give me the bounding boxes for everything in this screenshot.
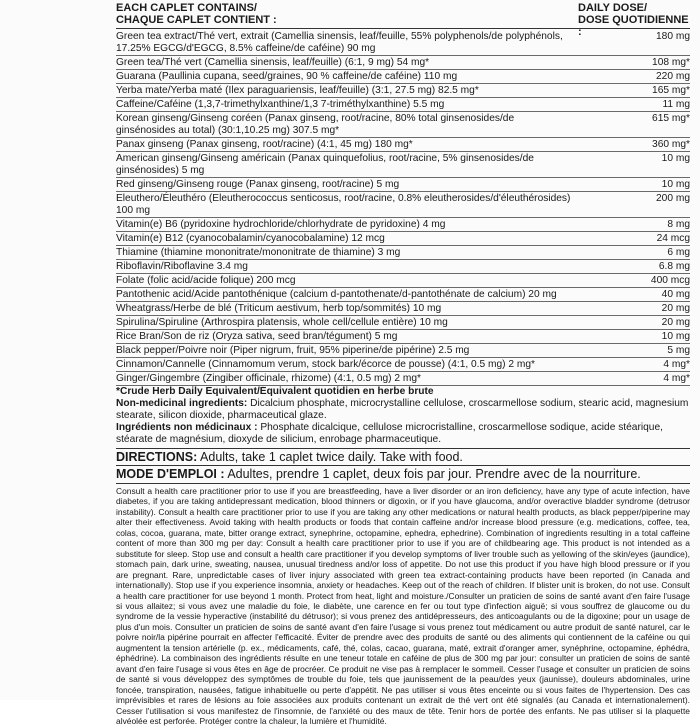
ingredient-row xyxy=(116,152,690,178)
ingredient-row xyxy=(116,330,690,344)
non-medicinal-ingredients-fr xyxy=(116,422,690,446)
ingredient-dose: 165 mg* xyxy=(652,84,690,96)
ingredient-name: Riboflavin/Riboflavine 3.4 mg xyxy=(116,260,248,272)
ingredient-dose: 400 mcg xyxy=(650,274,690,286)
ingredient-dose: 20 mg xyxy=(661,316,690,328)
ingredient-dose: 6.8 mg xyxy=(658,260,690,272)
ingredient-row xyxy=(116,56,690,70)
ingredient-row xyxy=(116,260,690,274)
ingredient-name: Pantothenic acid/Acide pantothénique (calcium d-pantothenate/d-pantothénate de calcium) 20 mg xyxy=(116,288,557,300)
ingredient-dose: 24 mcg xyxy=(656,232,690,244)
ingredient-name: Panax ginseng (Panax ginseng, root/racine) (4:1, 45 mg) 180 mg* xyxy=(116,138,413,150)
ingredient-dose: 6 mg xyxy=(667,246,690,258)
ingredient-row xyxy=(116,288,690,302)
daily-dose-heading-fr: DOSE QUOTIDIENNE : xyxy=(578,14,689,38)
ingredient-row xyxy=(116,138,690,152)
ingredient-dose: 20 mg xyxy=(661,302,690,314)
non-medicinal-text-en: Dicalcium phosphate, microcrystalline cellulose, croscarmellose sodium, stearic acid, magnesium stearate, silicon dioxide, pharmaceutical glaze. xyxy=(116,398,689,421)
ingredient-dose: 200 mg xyxy=(656,192,690,204)
ingredient-name: Cinnamon/Cannelle (Cinnamomum verum, stock bark/écorce de pousse) (4:1, 0.5 mg) 2 mg* xyxy=(116,358,536,370)
directions-label-en: DIRECTIONS: xyxy=(116,450,198,464)
ingredient-row xyxy=(116,372,690,386)
ingredient-name: Green tea/Thé vert (Camellia sinensis, leaf/feuille) (6:1, 9 mg) 54 mg* xyxy=(116,56,430,68)
ingredient-row xyxy=(116,84,690,98)
ingredient-name: Green tea extract/Thé vert, extrait (Camellia sinensis, leaf/feuille, 55% polyphenols/de polyphénols, 17.25% EGCG/d'EGCG, 8.5% caffeine/de caféine) 90 mg xyxy=(116,30,563,54)
ingredient-dose: 220 mg xyxy=(656,70,690,82)
ingredient-name: Red ginseng/Ginseng rouge (Panax ginseng, root/racine) 5 mg xyxy=(116,178,400,190)
ingredient-dose: 10 mg xyxy=(661,330,690,342)
ingredient-name: Wheatgrass/Herbe de blé (Triticum aestivum, herb top/sommités) 10 mg xyxy=(116,302,442,314)
ingredient-dose: 4 mg* xyxy=(663,358,690,370)
directions-text-fr: Adultes, prendre 1 caplet, deux fois par jour. Prendre avec de la nourriture. xyxy=(224,467,641,481)
daily-dose-heading-en: DAILY DOSE/ xyxy=(578,2,648,14)
ingredient-name: Spirulina/Spiruline (Arthrospira platensis, whole cell/cellule entière) 10 mg xyxy=(116,316,448,328)
ingredient-name: Rice Bran/Son de riz (Oryza sativa, seed bran/tégument) 5 mg xyxy=(116,330,398,342)
warning-text: Consult a health care practitioner prior to use if you are breastfeeding, have a liver disorder or an iron deficiency, have any type of acute infection, have diabetes, if you are taking antidepressant medication, blood thinners or digoxin, or if you have glaucoma, and/or overactive bladder syndrome (detrusor instability). Consult a health care practitioner prior to use if you are taking any other medications or natural health products, as black pepper/piperine may alter their effectiveness. Avoid taking with health products or foods that contain caffeine and/or increase blood pressure (e.g. medications, coffee, tea, colas, cocoa, guarana, mate, bitter orange extract, synephrine, octopamine, ephedra, ephedrine). Combination of ingredients resulting in a total caffeine content of more than 300 mg per day: Consult a health care practitioner prior to use if you are of childbearing age. This product is not intended as a substitute for sleep. Stop use and consult a health care practitioner if you develop symptoms of liver trouble such as yellowing of the skin/eyes (jaundice), stomach pain, dark urine, sweating, nausea, unusual tiredness and/or loss of appetite. Do not use this product if you have high blood pressure or if you are pregnant. Rare, unpredictable cases of liver injury associated with green tea extract-containing products have been reported (in Canada and internationally). Stop use if you experience insomnia, anxiety or headaches. Keep out of the reach of children. If blister unit is broken, do not use. Consult a health care practitioner for use beyond 1 month. Protect from heat, light and moisture./Consulter un praticien de soins de santé avant d'en faire l'usage si vous allaitez; si vous avez une maladie du foie, le diabète, une carence en fer ou tout type d'infection aiguë; si vous souffrez de glaucome ou du syndrome de la vessie hyperactive (instabilité du détrusor); si vous prenez des antidépresseurs, des anticoagulants ou de la digoxine; pour un usage de plus d'un mois. Consulter un praticien de soins de santé avant d'en faire l'usage si vous prenez tout médicament ou autre produit de santé naturel, car le poivre noir/la pipérine pourrait en affecter l'efficacité. Éviter de prendre avec des produits de santé ou des aliments qui contiennent de la caféine ou qui augmentent la tension artérielle (p. ex., médicaments, café, thé, colas, cacao, guarana, maté, extrait d'oranger amer, synéphrine, octopamine, éphédra, éphédrine). La combinaison des ingrédients résulte en une teneur totale en caféine de plus de 300 mg par jour: consulter un praticien de soins de santé avant d'en faire l'usage si vous êtes en âge de procréer. Ce produit ne vise pas à remplacer le sommeil. Cesser l'usage et consulter un praticien de soins de santé si vous développez des symptômes de trouble du foie, tels que jaunissement de la peau/des yeux (jaunisse), douleurs abdominales, urine foncée, transpiration, nausées, fatigue inhabituelle ou perte d'appétit. Ne pas utiliser si vous êtes enceinte ou si vous faites de l'hypertension. Des cas imprévisibles et rares de lésions au foie associées aux produits contenant un extrait de thé vert ont été signalés (au Canada et internationalement). Cesser l'utilisation si vous manifestez de l'insomnie, de l'anxiété ou des maux de tête. Tenir hors de portée des enfants. Ne pas utiliser si la plaquette alvéolée est perforée. Protéger contre la chaleur, la lumière et l'humidité. xyxy=(116,486,690,726)
ingredient-dose: 10 mg xyxy=(661,152,690,164)
ingredient-dose: 11 mg xyxy=(662,98,690,110)
ingredient-name: Thiamine (thiamine mononitrate/mononitrate de thiamine) 3 mg xyxy=(116,246,401,258)
ingredient-row xyxy=(116,246,690,260)
ingredient-row xyxy=(116,218,690,232)
ingredient-dose: 360 mg* xyxy=(652,138,690,150)
directions-label-fr: MODE D'EMPLOI : xyxy=(116,467,225,481)
ingredient-name: Guarana (Paullinia cupana, seed/graines, 90 % caffeine/de caféine) 110 mg xyxy=(116,70,458,82)
ingredient-row xyxy=(116,232,690,246)
non-medicinal-label-en: Non-medicinal ingredients: xyxy=(116,398,248,409)
ingredient-name: Ginger/Gingembre (Zingiber officinale, rhizome) (4:1, 0.5 mg) 2 mg* xyxy=(116,372,421,384)
contains-heading-fr: CHAQUE CAPLET CONTIENT : xyxy=(116,14,277,26)
non-medicinal-text-fr: Phosphate dicalcique, cellulose microcristalline, croscarmellose sodique, acide stéarique, stéarate de magnésium, dioxyde de silicium, enrobage pharmaceutique. xyxy=(116,422,663,445)
ingredient-row xyxy=(116,70,690,84)
ingredient-name: Korean ginseng/Ginseng coréen (Panax ginseng, root/racine, 80% total ginsenosides/de ginsénosides au total) (30:1,10.25 mg) 307.5 mg* xyxy=(116,112,515,136)
ingredient-name: Yerba mate/Yerba maté (Ilex paraguariensis, leaf/feuille) (3:1, 27.5 mg) 82.5 mg* xyxy=(116,84,479,96)
ingredient-name: Black pepper/Poivre noir (Piper nigrum, fruit, 95% piperine/de pipérine) 2.5 mg xyxy=(116,344,470,356)
ingredient-name: Vitamin(e) B12 (cyanocobalamin/cyanocobalamine) 12 mcg xyxy=(116,232,385,244)
ingredient-row xyxy=(116,274,690,288)
ingredient-row xyxy=(116,30,690,56)
ingredient-list xyxy=(116,30,690,386)
ingredient-dose: 5 mg xyxy=(667,344,690,356)
ingredient-name: Vitamin(e) B6 (pyridoxine hydrochloride/chlorhydrate de pyridoxine) 4 mg xyxy=(116,218,446,230)
ingredient-row xyxy=(116,302,690,316)
contains-heading-en: EACH CAPLET CONTAINS/ xyxy=(116,2,257,14)
non-medicinal-ingredients-en xyxy=(116,398,690,422)
contains-heading xyxy=(116,2,277,26)
ingredient-row xyxy=(116,98,690,112)
directions-en xyxy=(116,448,690,465)
ingredient-dose: 10 mg xyxy=(661,178,690,190)
directions-fr xyxy=(116,465,690,484)
ingredient-name: Folate (folic acid/acide folique) 200 mcg xyxy=(116,274,296,286)
ingredient-row xyxy=(116,316,690,330)
ingredient-name: American ginseng/Ginseng américain (Panax quinquefolius, root/racine, 5% ginsenosides/de ginsénosides) 5 mg xyxy=(116,152,534,176)
ingredient-row xyxy=(116,112,690,138)
ingredient-dose: 8 mg xyxy=(667,218,690,230)
ingredient-dose: 108 mg* xyxy=(652,56,690,68)
ingredient-dose: 40 mg xyxy=(661,288,690,300)
ingredient-row xyxy=(116,358,690,372)
directions-text-en: Adults, take 1 caplet twice daily. Take with food. xyxy=(197,450,463,464)
ingredient-name: Eleuthero/Éleuthéro (Eleutherococcus senticosus, root/racine, 0.8% eleutherosides/d'éleuthérosides) 100 mg xyxy=(116,192,571,216)
crude-herb-note: *Crude Herb Daily Equivalent/Équivalent quotidien en herbe brute xyxy=(116,386,434,397)
ingredient-dose: 4 mg* xyxy=(663,372,690,384)
ingredient-dose: 615 mg* xyxy=(652,112,690,124)
ingredient-dose: 180 mg xyxy=(656,30,690,42)
ingredient-row xyxy=(116,344,690,358)
ingredient-row xyxy=(116,178,690,192)
ingredient-name: Caffeine/Caféine (1,3,7-trimethylxanthine/1,3 7-triméthylxanthine) 5.5 mg xyxy=(116,98,445,110)
ingredient-row xyxy=(116,192,690,218)
non-medicinal-label-fr: Ingrédients non médicinaux : xyxy=(116,422,258,433)
